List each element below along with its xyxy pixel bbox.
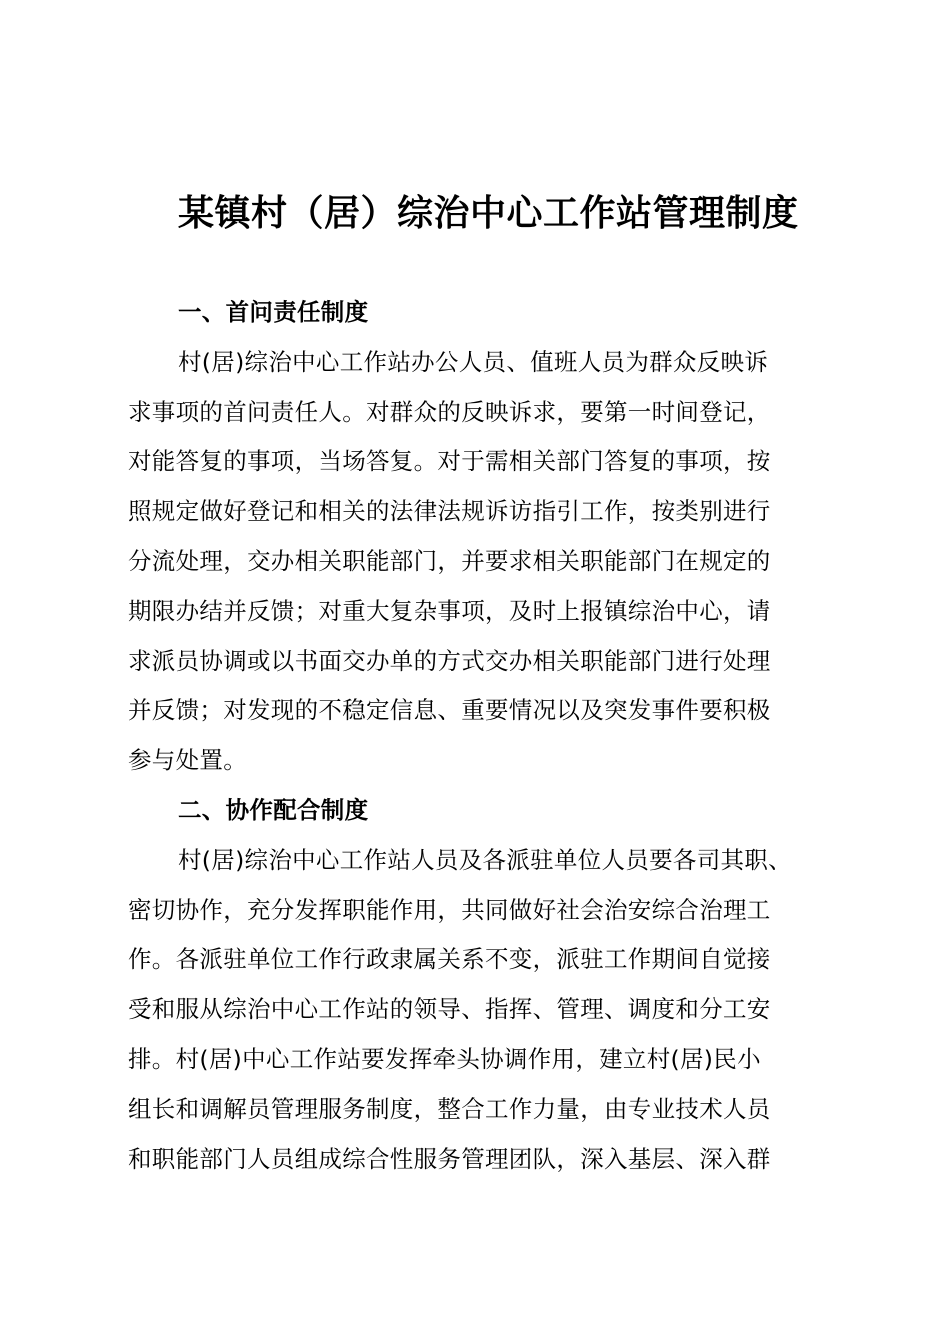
section-heading: 一、首问责任制度 (178, 298, 369, 326)
paragraph-line: 村(居)综治中心工作站人员及各派驻单位人员要各司其职、 (178, 845, 792, 874)
paragraph-line: 照规定做好登记和相关的法律法规诉访指引工作，按类别进行 (128, 497, 771, 526)
paragraph-line: 对能答复的事项，当场答复。对于需相关部门答复的事项，按 (128, 447, 771, 476)
paragraph-line: 受和服从综治中心工作站的领导、指挥、管理、调度和分工安 (128, 995, 771, 1024)
paragraph-line: 参与处置。 (128, 746, 247, 775)
paragraph-line: 并反馈；对发现的不稳定信息、重要情况以及突发事件要积极 (128, 696, 771, 725)
paragraph-line: 和职能部门人员组成综合性服务管理团队，深入基层、深入群 (128, 1144, 771, 1173)
paragraph-line: 期限办结并反馈；对重大复杂事项，及时上报镇综治中心，请 (128, 596, 771, 625)
paragraph-line: 村(居)综治中心工作站办公人员、值班人员为群众反映诉 (178, 347, 769, 376)
paragraph-line: 分流处理，交办相关职能部门，并要求相关职能部门在规定的 (128, 546, 771, 575)
paragraph-line: 排。村(居)中心工作站要发挥牵头协调作用，建立村(居)民小 (128, 1044, 761, 1073)
paragraph-line: 作。各派驻单位工作行政隶属关系不变，派驻工作期间自觉接 (128, 945, 771, 974)
paragraph-line: 组长和调解员管理服务制度，整合工作力量，由专业技术人员 (128, 1094, 771, 1123)
document-body (128, 288, 848, 1184)
document-title: 某镇村（居）综治中心工作站管理制度 (178, 193, 799, 234)
paragraph-line: 求事项的首问责任人。对群众的反映诉求，要第一时间登记， (128, 397, 771, 426)
section-heading: 二、协作配合制度 (178, 795, 369, 824)
paragraph-line: 密切协作，充分发挥职能作用，共同做好社会治安综合治理工 (128, 895, 771, 924)
paragraph-line: 求派员协调或以书面交办单的方式交办相关职能部门进行处理 (128, 646, 771, 675)
